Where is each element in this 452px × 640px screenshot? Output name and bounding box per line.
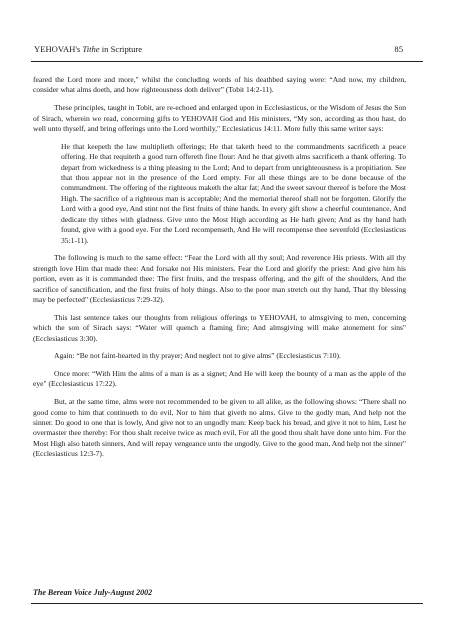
header-rule bbox=[31, 61, 423, 62]
paragraph: The following is much to the same effect: “Fear the Lord with all thy soul; And reverence His priests. With all thy strength love Him that made thee: And forsake not His ministers. Fear the Lord and glorify the priest: And give him his portion, even as it is commanded thee: The first fruits, and the trespass offering, and the gift of the shoulders, And the sacrifice of sanctification, and the first fruits of holy things. Also to the poor man stretch out thy hand, That thy blessing may be perfected" (Ecclesiasticus 7:29-32). bbox=[33, 253, 406, 305]
footer-publication: The Berean Voice bbox=[33, 588, 92, 597]
header-title-prefix: YEHOVAH's bbox=[34, 44, 83, 54]
block-quote: He that keepeth the law multiplieth offerings; He that taketh heed to the commandments sacrificeth a peace offering. He that requiteth a good turn offereth fine flour: And he that giveth alms sacrificeth a thank offering. To depart from wickedness is a thing pleasing to the Lord; And to depart from unrighteousness is a propitiation. See that thou appear not in the presence of the Lord empty. For all these things are to be done because of the commandment. The offering of the righteous maketh the altar fat; And the sweet savour thereof is before the Most High. The sacrifice of a righteous man is acceptable; And the memorial thereof shall not be forgotten. Glorify the Lord with a good eye, And stint not the first fruits of thine hands. In every gift show a cheerful countenance, And dedicate thy tithes with gladness. Give unto the Most High according as He hath given; And as thy hand hath found, give with a good eye. For the Lord recompenseth, And He will recompense thee sevenfold (Ecclesiasticus 35:1-11). bbox=[61, 141, 406, 245]
running-footer bbox=[33, 588, 152, 597]
body-text bbox=[33, 75, 406, 467]
page-number: 85 bbox=[394, 44, 403, 54]
paragraph: Again: “Be not faint-hearted in thy prayer; And neglect not to give alms” (Ecclesiasticus 7:10). bbox=[54, 351, 341, 361]
footer-issue: July-August 2002 bbox=[91, 588, 153, 597]
paragraph: But, at the same time, alms were not recommended to be given to all alike, as the following shows: “There shall no good come to him that continueth to do evil, Nor to him that giveth no alms. Give to the godly man, And help not the sinner. Do good to one that is lowly, And give not to an ungodly man: Keep back his bread, and give it not to him, Lest he overmaster thee thereby: For thou shalt receive twice as much evil, For all the good thou shalt have done unto him. For the Most High also hateth sinners, And will repay vengeance unto the ungodly. Give to the good man, And help not the sinner" (Ecclesiasticus 12:3-7). bbox=[33, 397, 406, 459]
paragraph: Once more: “With Him the alms of a man is as a signet; And He will keep the bounty of a man as the apple of the eye" (Ecclesiasticus 17:22). bbox=[33, 369, 406, 389]
paragraph: This last sentence takes our thoughts from religious offerings to YEHOVAH, to almsgiving to men, concerning which the son of Sirach says: “Water will quench a flaming fire; And almsgiving will make atonement for sins" (Ecclesiasticus 3:30). bbox=[33, 312, 406, 343]
footer-rule bbox=[31, 603, 423, 604]
header-title bbox=[34, 44, 142, 54]
paragraph: These principles, taught in Tobit, are re-echoed and enlarged upon in Ecclesiasticus, or the Wisdom of Jesus the Son of Sirach, wherein we read, concerning gifts to YEHOVAH God and His ministers, “My son, according as thou hast, do well unto thyself, and bring offerings unto the Lord worthily," Ecclesiaticus 14:11. More fully this same writer says: bbox=[33, 103, 406, 133]
header-title-italic: Tithe bbox=[82, 44, 100, 54]
running-header bbox=[34, 44, 403, 54]
header-title-suffix: in Scripture bbox=[99, 44, 143, 54]
paragraph: feared the Lord more and more," whilst the concluding words of his deathbed saying were: “And now, my children, consider what alms doeth, and how righteousness doth deliver” (Tobit 14:2-11). bbox=[33, 75, 406, 95]
